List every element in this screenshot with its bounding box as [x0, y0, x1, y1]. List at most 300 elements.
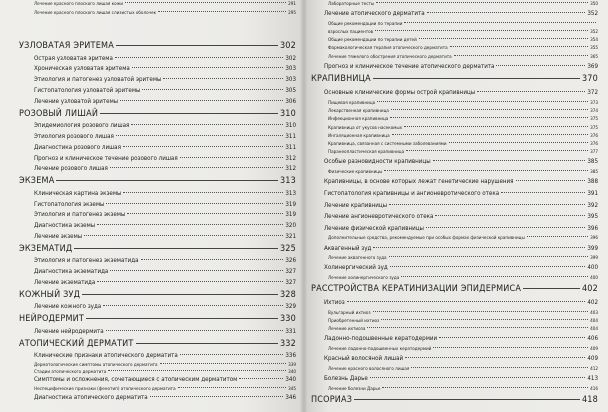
left-entry: [34, 133, 296, 140]
page-number: 400: [587, 264, 598, 271]
right-entry: [328, 327, 598, 332]
dot-leader: [136, 343, 278, 344]
page-number: 312: [285, 155, 296, 162]
page-number: 352: [587, 10, 598, 17]
dot-leader: [116, 45, 278, 46]
entry-title: Неспецифические признаки (фенотип) атопического дерматита: [34, 387, 176, 392]
dot-leader: [404, 126, 588, 127]
left-entry: [34, 268, 296, 275]
left-entry: [34, 98, 296, 105]
entry-title: Основные клинические формы острой крапивницы: [324, 89, 476, 96]
page-number: 295: [288, 10, 296, 16]
right-entry: [328, 150, 598, 155]
right-entry: [324, 245, 598, 252]
page-number: 413: [587, 375, 598, 382]
left-entry: [34, 222, 296, 229]
dot-leader: [127, 213, 283, 214]
entry-title: Хроническая узловатая эритема: [34, 65, 130, 72]
page-number: 376: [590, 142, 598, 147]
page-number: 354: [590, 38, 598, 43]
dot-leader: [392, 134, 589, 135]
page-number: 370: [581, 74, 598, 84]
entry-title: НЕЙРОДЕРМИТ: [19, 314, 85, 324]
dot-leader: [106, 330, 284, 331]
left-entry: [34, 370, 296, 375]
left-entry: [19, 41, 296, 51]
left-entry: [34, 165, 296, 172]
dot-leader: [406, 150, 588, 151]
right-entry: [328, 46, 598, 51]
dot-leader: [435, 215, 585, 216]
right-entry: [324, 10, 598, 17]
left-entry: [34, 233, 296, 240]
page-number: 327: [285, 279, 296, 286]
page-number: 375: [590, 126, 598, 131]
right-entry: [324, 375, 598, 382]
right-entry: [328, 101, 598, 106]
dot-leader: [390, 266, 586, 267]
page-number: 375: [590, 117, 598, 122]
right-entry: [324, 335, 598, 342]
dot-leader: [391, 109, 588, 110]
dot-leader: [131, 124, 283, 125]
dot-leader: [180, 157, 284, 158]
entry-title: Лечение ангионевротического отека: [324, 213, 434, 220]
dot-leader: [375, 30, 588, 31]
right-entry: [324, 299, 598, 306]
page-number: 388: [587, 178, 598, 185]
right-entry: [328, 134, 598, 139]
page-number: 305: [285, 87, 296, 94]
page-number: 327: [285, 268, 296, 275]
dot-leader: [74, 248, 278, 249]
entry-title: ЭКЗЕМАТИД: [19, 244, 73, 254]
dot-leader: [150, 396, 284, 397]
left-entry: [19, 314, 296, 324]
entry-title: Эпидемиология розового лишая: [34, 122, 130, 129]
dot-leader: [239, 378, 283, 379]
page-number: 330: [279, 314, 296, 324]
dot-leader: [84, 235, 283, 236]
page-number: 355: [590, 46, 598, 51]
page-number: 350: [590, 2, 598, 7]
dot-leader: [501, 192, 585, 193]
page-number: 340: [285, 376, 296, 383]
dot-leader: [450, 46, 588, 47]
entry-title: Лечение красного плоского лишая слизистых оболочек: [34, 10, 157, 16]
entry-title: Лечение нейродермита: [34, 328, 104, 335]
left-entry: [34, 303, 296, 310]
entry-title: РАССТРОЙСТВА КЕРАТИНИЗАЦИИ ЭПИДЕРМИСА: [311, 284, 522, 294]
page-number: 391: [587, 190, 598, 197]
dot-leader: [373, 247, 585, 248]
right-entry: [324, 158, 598, 165]
page-number: 329: [285, 303, 296, 310]
entry-title: Диагностика экзематида: [34, 268, 109, 275]
right-entry: [324, 190, 598, 197]
dot-leader: [527, 236, 588, 237]
page-number: 373: [590, 101, 598, 106]
entry-title: Гистопатология узловатой эритемы: [34, 87, 141, 94]
right-entry: [328, 30, 598, 35]
page-number: 409: [590, 347, 598, 352]
right-entry: [328, 22, 598, 27]
page-number: 303: [285, 65, 296, 72]
entry-title: Аквагенный зуд: [324, 245, 372, 252]
right-entry: [324, 63, 598, 70]
page-number: 331: [285, 328, 296, 335]
entry-title: Болезнь Дарье: [324, 375, 368, 382]
entry-title: Общие рекомендации по терапии детей: [328, 38, 417, 43]
left-entry: [34, 76, 296, 83]
dot-leader: [433, 347, 588, 348]
page-number: 346: [285, 394, 296, 401]
entry-title: Холинергический зуд: [324, 264, 388, 271]
right-entry: [328, 276, 598, 281]
entry-title: взрослых пациентов: [328, 30, 374, 35]
page-number: 409: [587, 355, 598, 362]
page-number: 416: [590, 387, 598, 392]
entry-title: Лечение болезни Дарье: [328, 387, 381, 392]
page-number: 418: [581, 395, 598, 405]
entry-title: Лечение розового лишая: [34, 165, 108, 172]
page-number: 403: [590, 311, 598, 316]
page-number: 319: [285, 211, 296, 218]
dot-leader: [376, 2, 588, 3]
dot-leader: [120, 100, 283, 101]
entry-title: Лечение экзематида: [34, 279, 96, 286]
page-number: 325: [279, 244, 296, 254]
dot-leader: [389, 204, 585, 205]
right-entry: [328, 117, 598, 122]
entry-title: Диагностика розового лишая: [34, 144, 121, 151]
page-number: 406: [587, 335, 598, 342]
entry-title: Этиология розового лишая: [34, 133, 114, 140]
entry-title: Инфекционная крапивница: [328, 117, 389, 122]
dot-leader: [454, 55, 588, 56]
dot-leader: [108, 370, 286, 371]
page-number: 310: [285, 122, 296, 129]
right-entry: [324, 225, 598, 232]
page-number: 306: [285, 98, 296, 105]
page-number: 400: [590, 276, 598, 281]
dot-leader: [523, 288, 580, 289]
entry-title: Фармакологическая терапия атопического дерматита: [328, 46, 448, 51]
right-entry: [328, 142, 598, 147]
entry-title: Красный волосяной лишай: [324, 355, 404, 362]
entry-title: Общие рекомендации по терапии: [328, 22, 403, 27]
dot-leader: [390, 117, 588, 118]
entry-title: Ингаляционная крапивница: [328, 134, 390, 139]
dot-leader: [405, 357, 585, 358]
entry-title: Лечение красного плоского лишая кожи: [34, 2, 124, 7]
dot-leader: [419, 38, 588, 39]
dot-leader: [106, 203, 283, 204]
dot-leader: [516, 180, 586, 181]
entry-title: Этиология и патогенез экзематида: [34, 257, 139, 264]
dot-leader: [370, 377, 586, 378]
page-number: 303: [285, 76, 296, 83]
right-entry: [324, 213, 598, 220]
entry-title: Диагностика атопического дерматита: [34, 394, 148, 401]
left-entry: [19, 244, 296, 254]
dot-leader: [377, 101, 588, 102]
page-number: 392: [587, 202, 598, 209]
page-number: 372: [587, 89, 598, 96]
right-entry: [328, 236, 598, 241]
entry-title: Лекарственная крапивница: [328, 109, 389, 114]
entry-title: Лечение ихтиоза: [328, 327, 366, 332]
dot-leader: [426, 227, 585, 228]
entry-title: Лабораторные тесты: [328, 2, 375, 7]
page-number: 339: [288, 363, 296, 368]
right-entry: [328, 387, 598, 392]
left-entry: [34, 122, 296, 129]
dot-leader: [115, 57, 283, 58]
dot-leader: [97, 224, 283, 225]
dot-leader: [477, 91, 585, 92]
page-number: 312: [285, 165, 296, 172]
dot-leader: [123, 146, 283, 147]
entry-title: РОЗОВЫЙ ЛИШАЙ: [19, 109, 99, 119]
dot-leader: [449, 142, 589, 143]
entry-title: Этиология и патогенез узловатой эритемы: [34, 76, 162, 83]
entry-title: Клинические признаки атопического дерматита: [34, 352, 178, 359]
right-entry: [311, 284, 598, 294]
dot-leader: [56, 180, 278, 181]
page-number: 313: [285, 190, 296, 197]
page-number: 377: [590, 150, 598, 155]
dot-leader: [97, 281, 283, 282]
page-number: 336: [285, 352, 296, 359]
right-entry: [311, 74, 598, 84]
dot-leader: [110, 167, 283, 168]
dot-leader: [132, 67, 284, 68]
left-entry: [34, 257, 296, 264]
right-entry: [324, 355, 598, 362]
left-entry: [34, 376, 296, 383]
entry-title: Этиология и патогенез экземы: [34, 211, 126, 218]
left-entry: [19, 176, 296, 186]
page-number: 345: [288, 387, 296, 392]
dot-leader: [439, 337, 585, 338]
page-number: 385: [587, 158, 598, 165]
page-number: 369: [587, 63, 598, 70]
dot-leader: [433, 160, 586, 161]
entry-title: Физические крапивницы: [328, 170, 383, 175]
dot-leader: [381, 319, 588, 320]
right-entry: [328, 311, 598, 316]
left-entry: [34, 2, 296, 7]
entry-title: Ладонно-подошвенные кератодермии: [324, 335, 438, 342]
right-entry: [328, 2, 598, 7]
entry-title: Симптомы и осложнения, сочетающиеся с атопическим дерматитом: [34, 376, 238, 383]
right-page: [304, 0, 608, 412]
entry-title: Острая узловатая эритема: [34, 55, 113, 62]
page-number: 376: [590, 134, 598, 139]
entry-title: АТОПИЧЕСКИЙ ДЕРМАТИТ: [19, 339, 134, 349]
page-number: 352: [590, 30, 598, 35]
dot-leader: [142, 89, 283, 90]
left-entry: [34, 155, 296, 162]
entry-title: Ихтиоз: [324, 299, 345, 306]
entry-title: Диагностика экземы: [34, 222, 96, 229]
entry-title: Дополнительные средства, рекомендуемые при особых формах физической крапивницы: [328, 236, 525, 241]
right-entry: [328, 55, 598, 60]
dot-leader: [86, 318, 278, 319]
right-entry: [328, 256, 598, 261]
dot-leader: [373, 78, 580, 79]
dot-leader: [141, 259, 284, 260]
entry-title: Крапивницы, в основе которых лежат генетические нарушения: [324, 178, 514, 185]
right-entry: [311, 395, 598, 405]
page-number: 321: [285, 233, 296, 240]
right-entry: [328, 170, 598, 175]
dot-leader: [384, 170, 588, 171]
page-number: 310: [279, 109, 296, 119]
entry-title: Лечение экземы: [34, 233, 83, 240]
dot-leader: [411, 367, 588, 368]
page-number: 399: [587, 245, 598, 252]
page-number: 311: [285, 133, 296, 140]
right-entry: [328, 319, 598, 324]
page-number: 328: [279, 290, 296, 300]
page-number: 313: [279, 176, 296, 186]
page-number: 396: [587, 225, 598, 232]
entry-title: Лечение узловатой эритемы: [34, 98, 119, 105]
entry-title: Крапивница от укусов насекомых: [328, 126, 403, 131]
entry-title: Паранеопластическая крапивница: [328, 150, 405, 155]
left-entry: [34, 352, 296, 359]
page-number: 404: [590, 319, 598, 324]
entry-title: Лечение атопического дерматита: [324, 10, 425, 17]
page-number: 320: [285, 222, 296, 229]
entry-title: Лечение крапивницы: [324, 202, 388, 209]
page-number: 340: [288, 370, 296, 375]
right-entry: [328, 126, 598, 131]
right-entry: [324, 264, 598, 271]
dot-leader: [401, 276, 588, 277]
entry-title: Вульгарный ихтиоз: [328, 311, 371, 316]
entry-title: Дерматологические симптомы атопического дерматита: [34, 363, 158, 368]
page-number: 319: [285, 201, 296, 208]
entry-title: Лечение тяжелого обострения атопического дерматита: [328, 55, 452, 60]
page-number: 311: [285, 144, 296, 151]
entry-title: КОЖНЫЙ ЗУД: [19, 290, 81, 300]
entry-title: Лечение кожного зуда: [34, 303, 102, 310]
page-number: 402: [581, 284, 598, 294]
right-entry: [324, 178, 598, 185]
left-entry: [34, 328, 296, 335]
right-entry: [328, 38, 598, 43]
left-entry: [34, 65, 296, 72]
entry-title: Лечение аквагенного зуда: [328, 256, 387, 261]
dot-leader: [160, 363, 287, 364]
left-entry: [19, 109, 296, 119]
page-number: 385: [590, 170, 598, 175]
dot-leader: [427, 12, 586, 13]
dot-leader: [82, 294, 278, 295]
page-number: 402: [587, 299, 598, 306]
entry-title: Прогноз и клиническое течение атопического дерматита: [324, 63, 495, 70]
entry-title: ЭКЗЕМА: [19, 176, 55, 186]
dot-leader: [180, 354, 284, 355]
page-number: 404: [590, 327, 598, 332]
page-number: 291: [288, 2, 296, 7]
entry-title: Приобретенный ихтиоз: [328, 319, 380, 324]
dot-leader: [367, 327, 588, 328]
right-entry: [324, 89, 598, 96]
book-gutter: [300, 0, 308, 412]
dot-leader: [116, 135, 283, 136]
dot-leader: [103, 305, 283, 306]
right-entry: [328, 109, 598, 114]
right-entry: [324, 202, 598, 209]
left-entry: [34, 279, 296, 286]
dot-leader: [389, 256, 589, 257]
entry-title: Клиническая картина экземы: [34, 190, 122, 197]
page-number: 412: [590, 367, 598, 372]
entry-title: Лечение ладонно-подошвенных кератодермий: [328, 347, 432, 352]
entry-title: Пищевая крапивница: [328, 101, 376, 106]
left-entry: [34, 387, 296, 392]
page-number: 302: [285, 55, 296, 62]
entry-title: Лечение холинергического зуда: [328, 276, 400, 281]
page-number: 399: [590, 256, 598, 261]
dot-leader: [382, 387, 588, 388]
entry-title: КРАПИВНИЦА: [311, 74, 371, 84]
right-entry: [328, 367, 598, 372]
page-number: 365: [590, 55, 598, 60]
dot-leader: [125, 2, 286, 3]
entry-title: Лечение физической крапивницы: [324, 225, 424, 232]
dot-leader: [178, 387, 286, 388]
dot-leader: [100, 113, 278, 114]
left-entry: [19, 290, 296, 300]
entry-title: Крапивница, связанная с системными заболеваниями: [328, 142, 447, 147]
left-entry: [34, 201, 296, 208]
dot-leader: [373, 311, 589, 312]
entry-title: Гистопатология экземы: [34, 201, 105, 208]
entry-title: Стадии атопического дерматита: [34, 370, 107, 375]
left-entry: [19, 339, 296, 349]
page-number: 396: [590, 236, 598, 241]
page-number: 326: [285, 257, 296, 264]
left-entry: [34, 87, 296, 94]
left-entry: [34, 144, 296, 151]
left-entry: [34, 55, 296, 62]
page-number: 332: [279, 339, 296, 349]
dot-leader: [158, 11, 286, 12]
entry-title: ПСОРИАЗ: [311, 395, 353, 405]
entry-title: Прогноз и клиническое течение розового лишая: [34, 155, 178, 162]
dot-leader: [110, 270, 283, 271]
page-number: 302: [279, 41, 296, 51]
left-entry: [34, 211, 296, 218]
dot-leader: [354, 399, 580, 400]
dot-leader: [163, 78, 283, 79]
page-number: 395: [587, 213, 598, 220]
left-entry: [34, 394, 296, 401]
page-number: 374: [590, 109, 598, 114]
left-entry: [34, 11, 296, 16]
dot-leader: [123, 192, 283, 193]
entry-title: Лечение красного волосяного лишая: [328, 367, 410, 372]
entry-title: Особые разновидности крапивницы: [324, 158, 431, 165]
dot-leader: [496, 65, 585, 66]
right-entry: [328, 347, 598, 352]
left-entry: [34, 190, 296, 197]
